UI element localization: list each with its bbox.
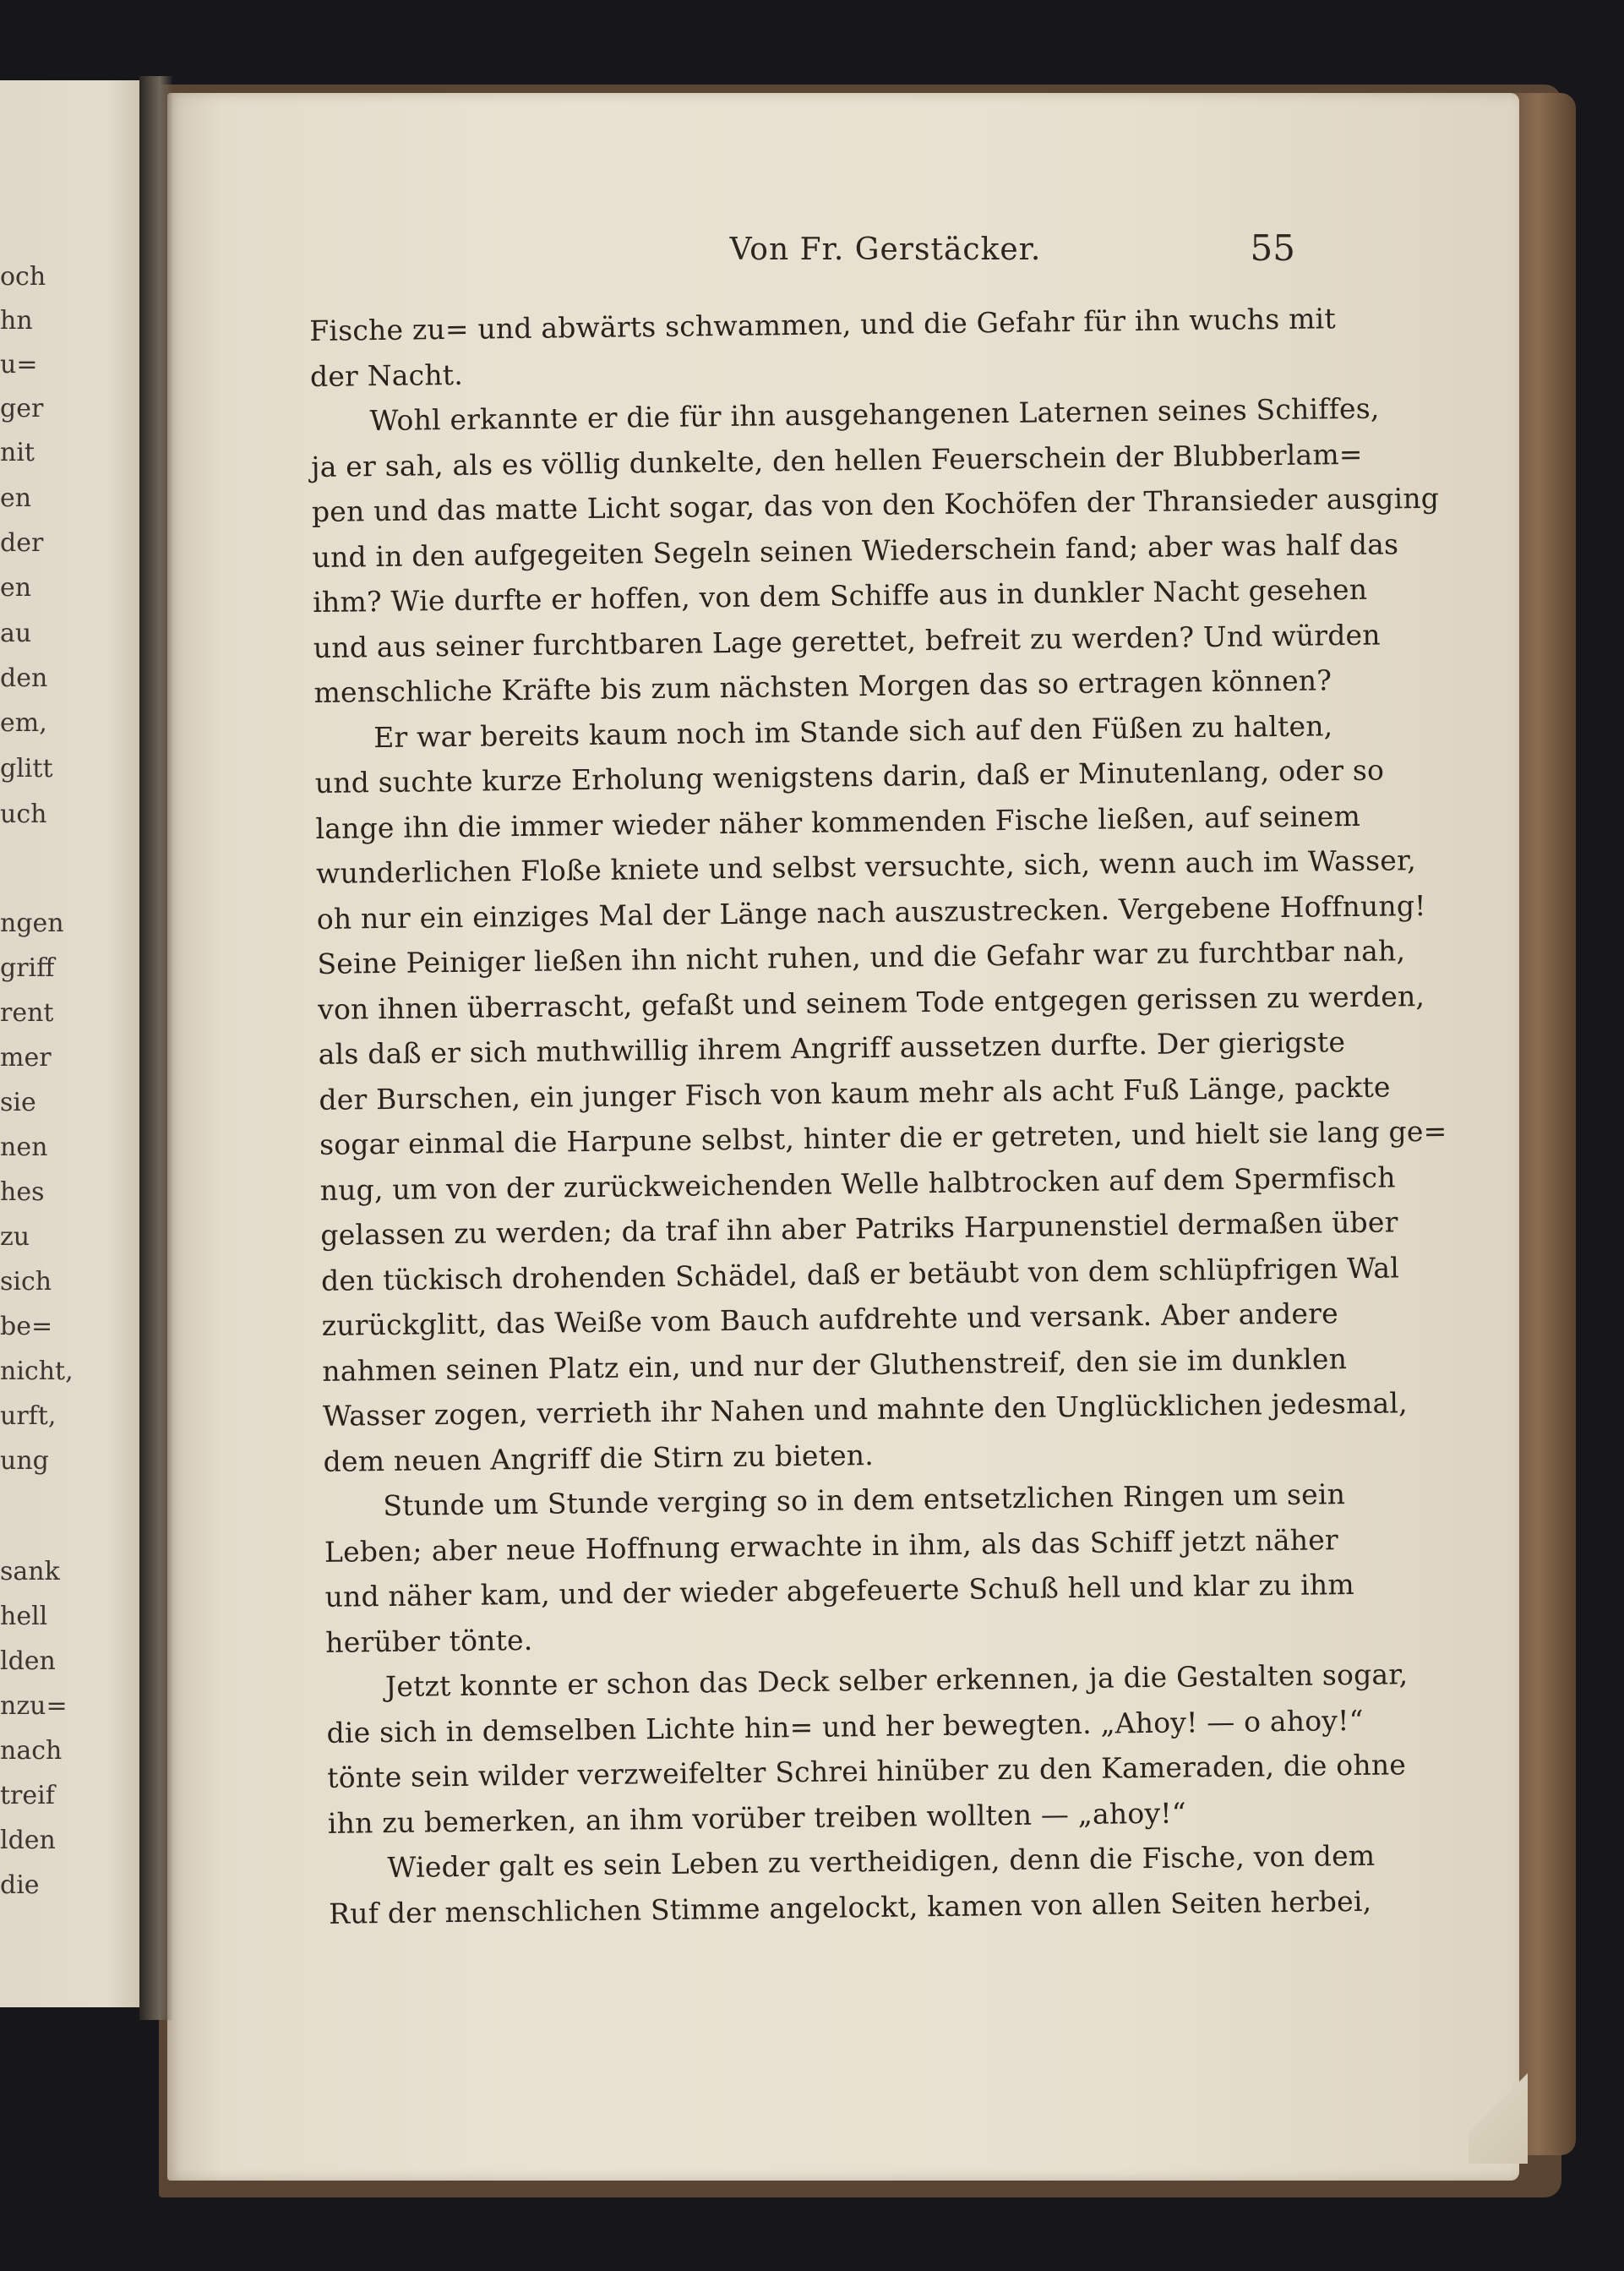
text-line: der Nacht. [309,358,464,393]
text-line: und in den aufgegeiten Segeln seinen Wiederschein fand; aber was half das [312,527,1399,574]
text-line: lange ihn die immer wieder näher kommenden Fische ließen, auf seinem [315,799,1361,845]
text-line: von ihnen überrascht, gefaßt und seinem Tode entgegen gerissen zu werden, [317,979,1425,1026]
left-page-fragment: sie [0,1088,36,1117]
page-number: 55 [1250,227,1295,269]
text-line: nahmen seinen Platz ein, und nur der Gluthenstreif, den sie im dunklen [322,1341,1348,1388]
left-page-fragment: der [0,528,44,558]
text-line: die sich in demselben Lichte hin= und her bewegten. „Ahoy! — o ahoy!“ [326,1703,1364,1750]
text-line: Stunde um Stunde verging so in dem entsetzlichen Ringen um sein [383,1477,1346,1523]
left-page-fragment: nen [0,1133,48,1162]
left-page-fragment: zu [0,1222,30,1252]
text-line: ja er sah, als es völlig dunkelte, den hellen Feuerschein der Blubberlam= [311,437,1363,483]
text-line: pen und das matte Licht sogar, das von den Kochöfen der Thransieder ausging [311,481,1440,528]
left-page-fragment: u= [0,350,38,379]
left-page-fragment: em, [0,708,47,738]
left-page-fragment: hes [0,1177,45,1207]
left-page-fragment: nach [0,1736,63,1766]
text-line: menschliche Kräfte bis zum nächsten Morgen das so ertragen können? [313,663,1332,709]
text-line: als daß er sich muthwillig ihrem Angriff aussetzen durfte. Der gierigste [318,1025,1346,1071]
text-line: den tückisch drohenden Schädel, daß er betäubt von dem schlüpfrigen Wal [320,1250,1400,1297]
left-page-fragment: griff [0,953,55,983]
text-line: Ruf der menschlichen Stimme angelockt, kamen von allen Seiten herbei, [328,1884,1372,1930]
text-line: oh nur ein einziges Mal der Länge nach auszustrecken. Vergebene Hoffnung! [316,888,1426,936]
left-page-fragment: urft, [0,1401,57,1431]
text-line: tönte sein wilder verzweifelter Schrei hinüber zu den Kameraden, die ohne [327,1748,1407,1794]
running-title: Von Fr. Gerstäcker. [729,232,1042,267]
left-page-fragment: hell [0,1602,48,1631]
left-page-fragment: be= [0,1312,53,1341]
text-line: sogar einmal die Harpune selbst, hinter die er getreten, und hielt sie lang ge= [319,1114,1447,1161]
left-page-fragment: mer [0,1043,52,1073]
text-line: Leben; aber neue Hoffnung erwachte in ihm, als das Schiff jetzt näher [324,1522,1339,1569]
left-page-fragment: nit [0,438,35,467]
book-cover-edge [1512,93,1576,2155]
text-line: nug, um von der zurückweichenden Welle halbtrocken auf dem Spermfisch [319,1160,1396,1207]
text-line: und suchte kurze Erholung wenigstens darin, daß er Minutenlang, oder so [314,753,1385,800]
left-page-fragment: glitt [0,754,53,783]
text-line: herüber tönte. [325,1623,533,1659]
left-page-fragment: sich [0,1267,52,1297]
page-header [167,227,1519,283]
text-line: ihm? Wie durfte er hoffen, von dem Schiffe aus in dunkler Nacht gesehen [313,572,1368,619]
left-page-fragment: ung [0,1446,49,1476]
text-line: Seine Peiniger ließen ihn nicht ruhen, und die Gefahr war zu furchtbar nah, [317,934,1406,980]
left-page-fragment: hn [0,306,33,336]
left-page-fragment: en [0,483,32,513]
body-text [309,296,1447,1936]
left-page-fragment: rent [0,998,54,1028]
text-line: Wohl erkannte er die für ihn ausgehangenen Laternen seines Schiffes, [369,391,1380,438]
left-facing-page [0,80,150,2007]
text-line: gelassen zu werden; da traf ihn aber Patriks Harpunenstiel dermaßen über [320,1205,1398,1252]
text-line: Wasser zogen, verrieth ihr Nahen und mahnte den Unglücklichen jedesmal, [322,1386,1409,1433]
gutter-shadow [139,76,173,2020]
book-page [167,93,1519,2181]
left-page-fragment: treif [0,1781,55,1810]
left-page-fragment: lden [0,1646,56,1676]
left-page-fragment: en [0,573,32,603]
left-page-fragment: och [0,262,46,292]
page-corner [1469,2071,1528,2164]
text-line: Fische zu= und abwärts schwammen, und die Gefahr für ihn wuchs mit [309,302,1337,347]
text-line: Wieder galt es sein Leben zu vertheidigen, denn die Fische, von dem [387,1838,1376,1885]
left-page-fragment: nzu= [0,1691,68,1721]
text-line: der Burschen, ein junger Fisch von kaum mehr als acht Fuß Länge, packte [319,1069,1391,1116]
left-page-fragment: au [0,619,32,648]
left-page-fragment: ger [0,394,44,423]
left-page-fragment: lden [0,1826,56,1855]
left-page-fragment: nicht, [0,1357,74,1386]
text-line: dem neuen Angriff die Stirn zu bieten. [323,1438,875,1478]
text-line: Jetzt konnte er schon das Deck selber erkennen, ja die Gestalten sogar, [384,1657,1409,1704]
text-line: Er war bereits kaum noch im Stande sich auf den Füßen zu halten, [373,708,1333,754]
left-page-fragment: sank [0,1557,60,1586]
text-line: und näher kam, und der wieder abgefeuerte Schuß hell und klar zu ihm [324,1568,1355,1613]
text-line: ihn zu bemerken, an ihm vorüber treiben wollten — „ahoy!“ [327,1795,1187,1840]
text-line: zurückglitt, das Weiße vom Bauch aufdrehte und versank. Aber andere [321,1297,1339,1342]
text-line: und aus seiner furchtbaren Lage gerettet, befreit zu werden? Und würden [313,618,1381,664]
left-page-fragment: die [0,1870,40,1900]
left-page-fragment: ngen [0,909,64,938]
left-page-fragment: den [0,663,48,693]
left-page-fragment: uch [0,800,47,829]
text-line: wunderlichen Floße kniete und selbst versuchte, sich, wenn auch im Wasser, [315,843,1417,890]
